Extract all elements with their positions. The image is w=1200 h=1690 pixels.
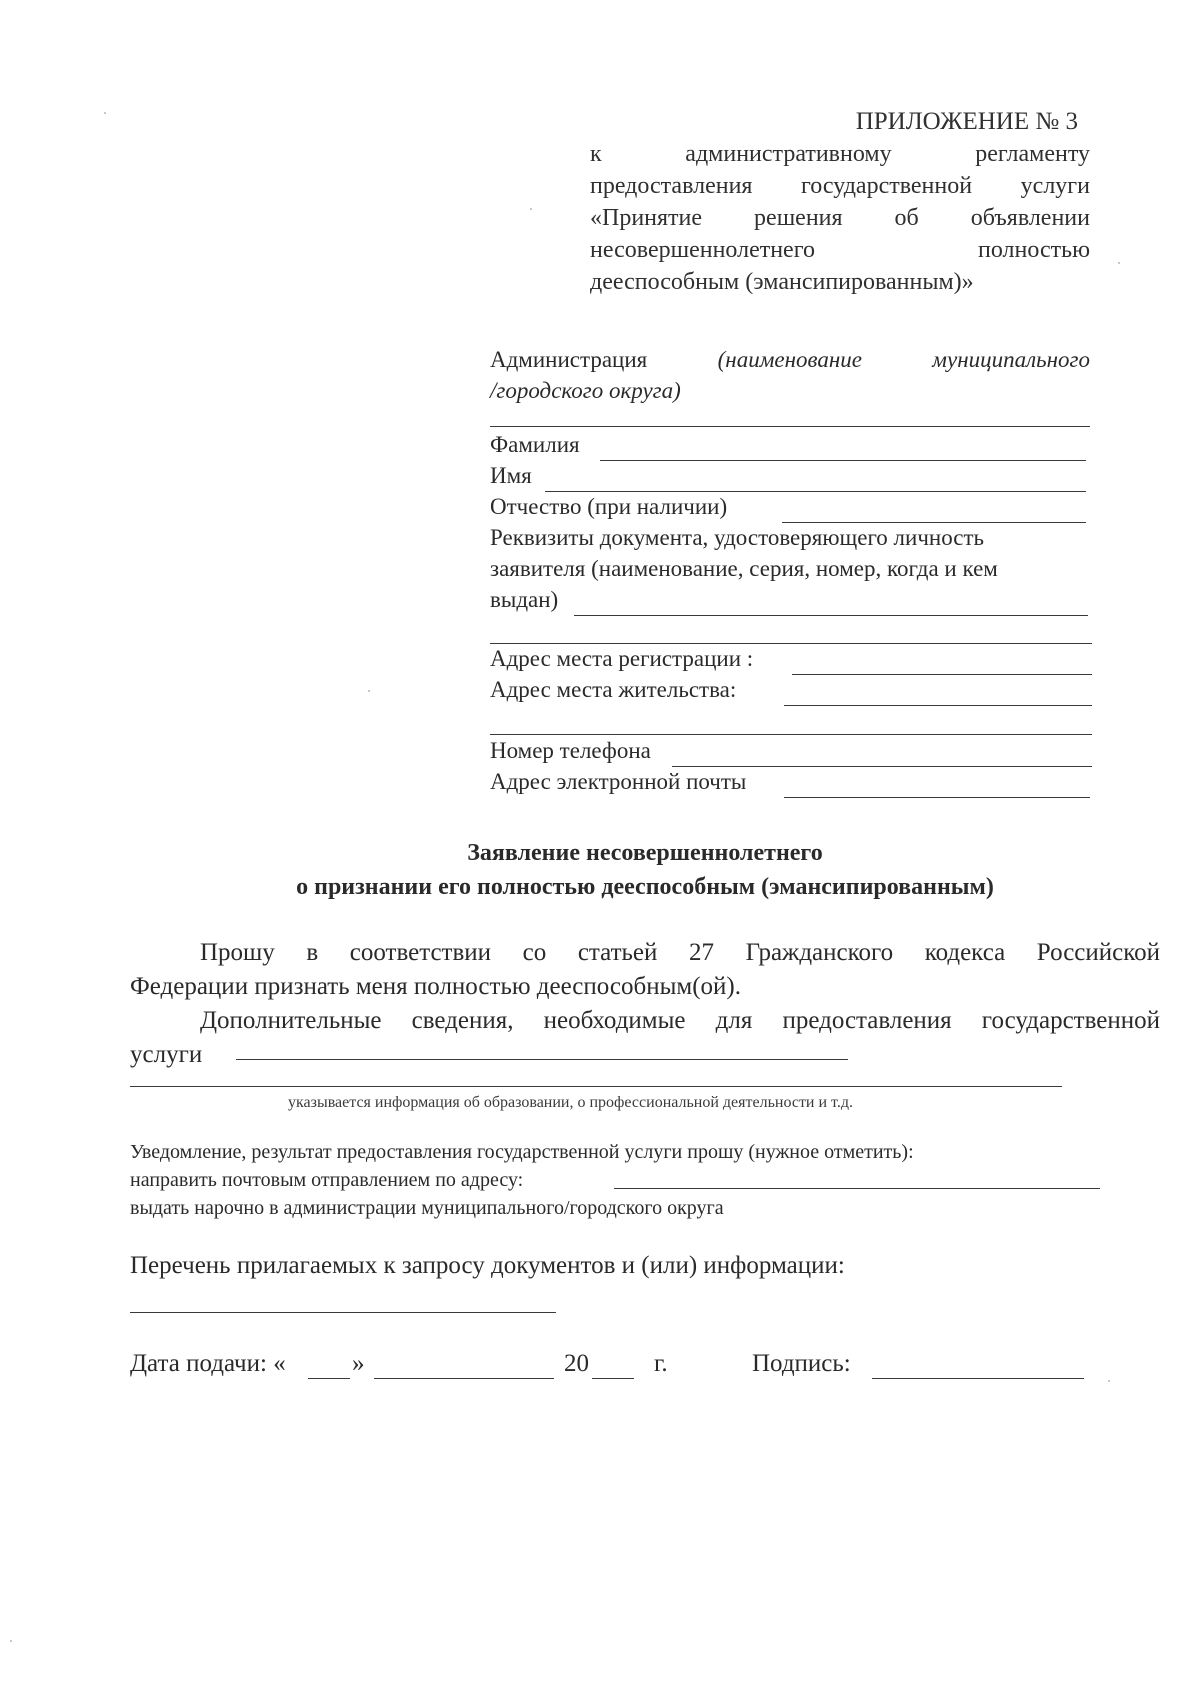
- notification-post-option[interactable]: направить почтовым отправлением по адресу:: [130, 1169, 524, 1191]
- id-doc-label-1: Реквизиты документа, удостоверяющего личность: [490, 525, 985, 550]
- request-line-1: Прошу в соответствии со статьей 27 Гражданского кодекса Российской: [200, 939, 1160, 966]
- appendix-line-5: дееспособным (эмансипированным)»: [590, 269, 974, 295]
- statement-heading-line-2: о признании его полностью дееспособным (эмансипированным): [296, 874, 994, 900]
- name-field[interactable]: [545, 491, 1086, 492]
- id-doc-label-3: выдан): [490, 587, 559, 612]
- admin-line-1: [490, 344, 1090, 375]
- date-month-field[interactable]: [374, 1378, 554, 1379]
- live-address-label: Адрес места жительства:: [490, 677, 737, 702]
- notification-line-1: Уведомление, результат предоставления государственной услуги прошу (нужное отметить):: [130, 1141, 914, 1163]
- appendix-line-2: предоставления государственной услуги: [590, 173, 1090, 199]
- scan-speck: [368, 690, 370, 692]
- surname-label: Фамилия: [490, 432, 580, 457]
- extra-info-field-1[interactable]: [236, 1059, 848, 1060]
- request-line-2: Федерации признать меня полностью дееспособным(ой).: [130, 973, 741, 1000]
- date-year-field[interactable]: [592, 1378, 634, 1379]
- scan-speck: [104, 112, 106, 114]
- name-label: Имя: [490, 463, 532, 488]
- email-label: Адрес электронной почты: [490, 769, 747, 794]
- notification-hand-option[interactable]: выдать нарочно в администрации муниципального/городского округа: [130, 1197, 724, 1219]
- addressee-block: [490, 344, 1090, 406]
- patronymic-label: Отчество (при наличии): [490, 494, 728, 519]
- date-label: Дата подачи: «: [130, 1350, 286, 1377]
- admin-label: Администрация: [490, 347, 648, 372]
- appendix-line-3: «Принятие решения об объявлении: [590, 205, 1090, 231]
- scan-speck: [1108, 1380, 1110, 1382]
- statement-heading: [130, 836, 1160, 904]
- signature-label: Подпись:: [752, 1350, 851, 1377]
- phone-label: Номер телефона: [490, 738, 651, 763]
- scan-speck: [1118, 262, 1120, 264]
- date-day-field[interactable]: [308, 1378, 350, 1379]
- scan-speck: [10, 1640, 12, 1642]
- email-field[interactable]: [784, 797, 1090, 798]
- id-doc-label-2: заявителя (наименование, серия, номер, когда и кем: [490, 556, 998, 581]
- reg-address-field[interactable]: [792, 674, 1092, 675]
- statement-heading-line-1: Заявление несовершеннолетнего: [467, 840, 823, 866]
- extra-info-line-1: Дополнительные сведения, необходимые для предоставления государственной: [200, 1007, 1160, 1034]
- extra-info-field-2[interactable]: [130, 1086, 1062, 1087]
- signature-field[interactable]: [872, 1378, 1084, 1379]
- surname-field[interactable]: [600, 460, 1086, 461]
- live-address-field[interactable]: [784, 705, 1092, 706]
- id-doc-field-1[interactable]: [574, 615, 1088, 616]
- notification-block: [130, 1138, 914, 1222]
- extra-info-line-2: услуги: [130, 1041, 203, 1068]
- admin-name-field[interactable]: [490, 426, 1090, 427]
- id-doc-field-2[interactable]: [490, 643, 1092, 644]
- phone-field[interactable]: [672, 766, 1092, 767]
- request-paragraph: [130, 936, 1160, 1072]
- admin-hint-2: /городского округа): [490, 378, 681, 403]
- post-address-field[interactable]: [614, 1188, 1100, 1189]
- scan-speck: [530, 208, 532, 210]
- attachments-field[interactable]: [130, 1312, 556, 1313]
- year-suffix: г.: [654, 1350, 668, 1377]
- extra-info-hint: указывается информация об образовании, о профессиональной деятельности и т.д.: [288, 1094, 853, 1111]
- year-prefix: 20: [564, 1350, 589, 1377]
- appendix-title: ПРИЛОЖЕНИЕ № 3: [855, 108, 1078, 135]
- appendix-line-1: к административному регламенту: [590, 141, 1090, 167]
- live-address-field-2[interactable]: [490, 734, 1092, 735]
- appendix-line-4: несовершеннолетнего полностью: [590, 237, 1090, 263]
- patronymic-field[interactable]: [782, 522, 1086, 523]
- attachments-label: Перечень прилагаемых к запросу документов и (или) информации:: [130, 1252, 845, 1279]
- date-close-quote: »: [352, 1350, 365, 1377]
- reg-address-label: Адрес места регистрации :: [490, 646, 754, 671]
- appendix-header: [590, 106, 1090, 298]
- admin-hint-1: (наименование муниципального: [717, 347, 1090, 372]
